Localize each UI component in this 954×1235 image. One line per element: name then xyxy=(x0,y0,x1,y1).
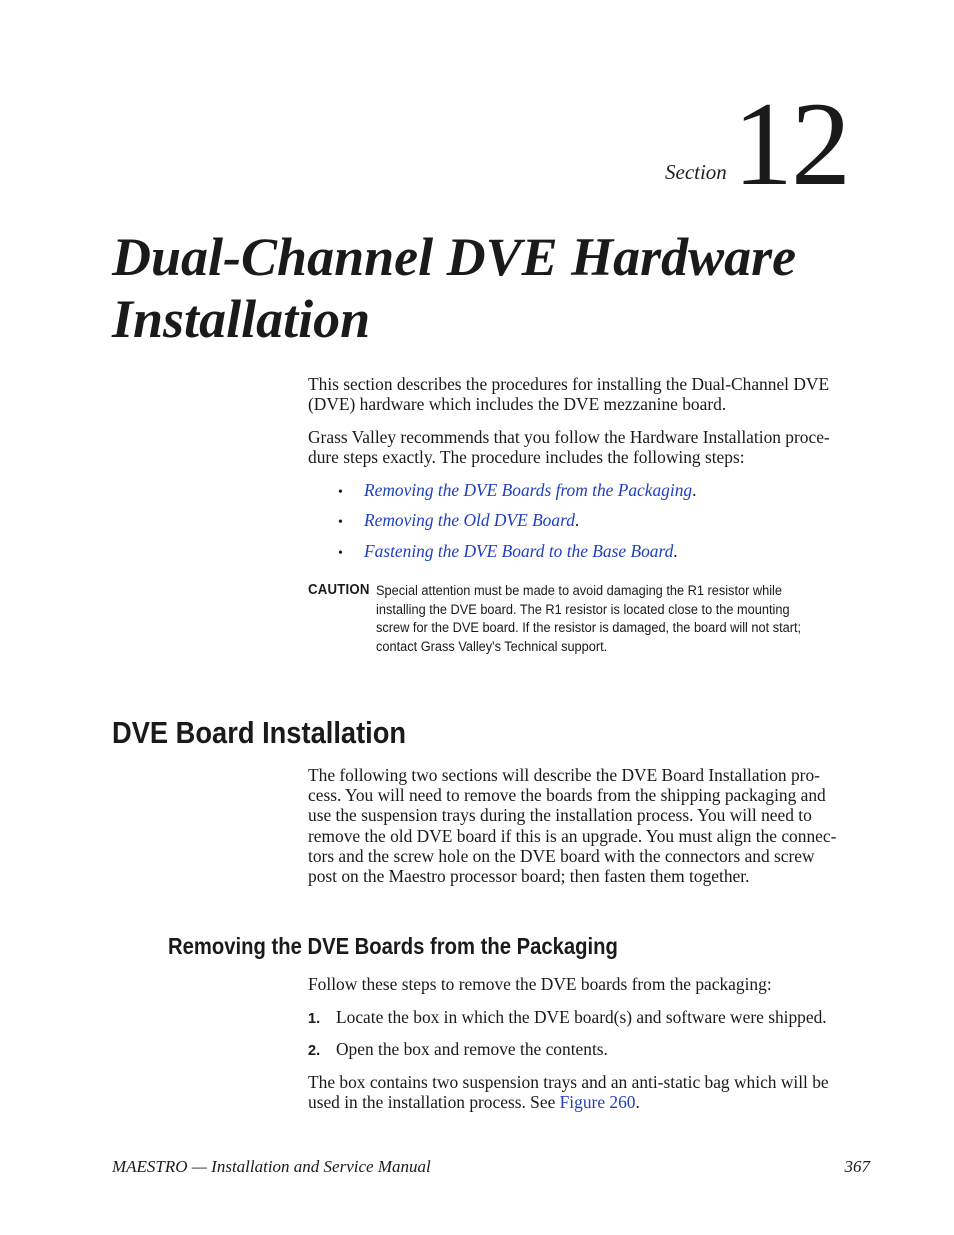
caution-text xyxy=(376,582,880,656)
paragraph-line: post on the Maestro processor board; then fasten them together. xyxy=(308,866,750,887)
list-item xyxy=(308,1007,827,1029)
list-item-suffix: . xyxy=(692,480,697,500)
heading-dve-board-installation: DVE Board Installation xyxy=(112,715,407,750)
list-item xyxy=(338,541,678,564)
list-item-suffix: . xyxy=(574,510,580,530)
closing-prefix: used in the installation process. See xyxy=(308,1092,560,1113)
closing-suffix: . xyxy=(635,1092,640,1113)
paragraph-line: cess. You will need to remove the boards from the shipping packaging and xyxy=(308,785,826,806)
bullet-icon: • xyxy=(338,546,343,561)
paragraph-line xyxy=(308,1092,874,1112)
link-fastening-dve-board[interactable]: Fastening the DVE Board to the Base Board xyxy=(364,541,674,561)
paragraph-line: use the suspension trays during the installation process. You will need to xyxy=(308,805,812,826)
step-text: Locate the box in which the DVE board(s) and software were shipped. xyxy=(336,1007,827,1027)
list-item xyxy=(338,510,579,533)
step-number: 1. xyxy=(308,1011,321,1027)
list-item-suffix: . xyxy=(673,541,678,561)
paragraph-line: tors and the screw hole on the DVE board with the connectors and screw xyxy=(308,845,815,866)
link-figure-260[interactable]: Figure 260 xyxy=(559,1092,636,1113)
paragraph-line: The box contains two suspension trays and an anti-static bag which will be xyxy=(308,1072,829,1092)
paragraph-line: remove the old DVE board if this is an upgrade. You must align the connec- xyxy=(308,825,837,846)
caution-line: Special attention must be made to avoid damaging the R1 resistor while xyxy=(376,583,782,599)
bullet-icon: • xyxy=(338,515,343,530)
step-text: Open the box and remove the contents. xyxy=(336,1039,608,1059)
intro-line: Grass Valley recommends that you follow the Hardware Installation proce- xyxy=(308,427,830,447)
step-number: 2. xyxy=(308,1043,321,1059)
footer-manual-title: MAESTRO — Installation and Service Manual xyxy=(112,1157,431,1176)
caution-label: CAUTION xyxy=(308,582,370,598)
heading-removing-dve-boards: Removing the DVE Boards from the Packaging xyxy=(168,933,618,959)
list-item xyxy=(338,480,696,503)
chapter-title-line-2: Installation xyxy=(112,289,371,349)
link-removing-old-dve-board[interactable]: Removing the Old DVE Board xyxy=(364,510,575,530)
intro-line: This section describes the procedures for installing the Dual-Channel DVE xyxy=(308,374,830,394)
link-removing-dve-boards[interactable]: Removing the DVE Boards from the Packaging xyxy=(364,480,693,500)
chapter-title-line-1: Dual-Channel DVE Hardware xyxy=(112,227,797,287)
caution-line: contact Grass Valley's Technical support. xyxy=(376,638,608,655)
caution-line: installing the DVE board. The R1 resistor is located close to the mounting xyxy=(376,601,790,618)
caution-line: screw for the DVE board. If the resistor is damaged, the board will not start; xyxy=(376,620,802,637)
section1-paragraph xyxy=(308,765,874,886)
intro-paragraph-1 xyxy=(308,374,874,414)
chapter-title xyxy=(112,226,912,350)
bullet-icon: • xyxy=(338,485,343,500)
list-item xyxy=(308,1039,608,1061)
paragraph-line: The following two sections will describe the DVE Board Installation pro- xyxy=(308,765,820,785)
intro-line: dure steps exactly. The procedure includes the following steps: xyxy=(308,447,745,468)
intro-paragraph-2 xyxy=(308,427,874,467)
section2-closing-paragraph xyxy=(308,1072,874,1112)
section-label: Section xyxy=(665,160,727,184)
footer-page-number: 367 xyxy=(844,1157,870,1176)
section2-intro: Follow these steps to remove the DVE boards from the packaging: xyxy=(308,974,772,994)
intro-line: (DVE) hardware which includes the DVE mezzanine board. xyxy=(308,394,727,415)
section-number: 12 xyxy=(733,77,849,210)
